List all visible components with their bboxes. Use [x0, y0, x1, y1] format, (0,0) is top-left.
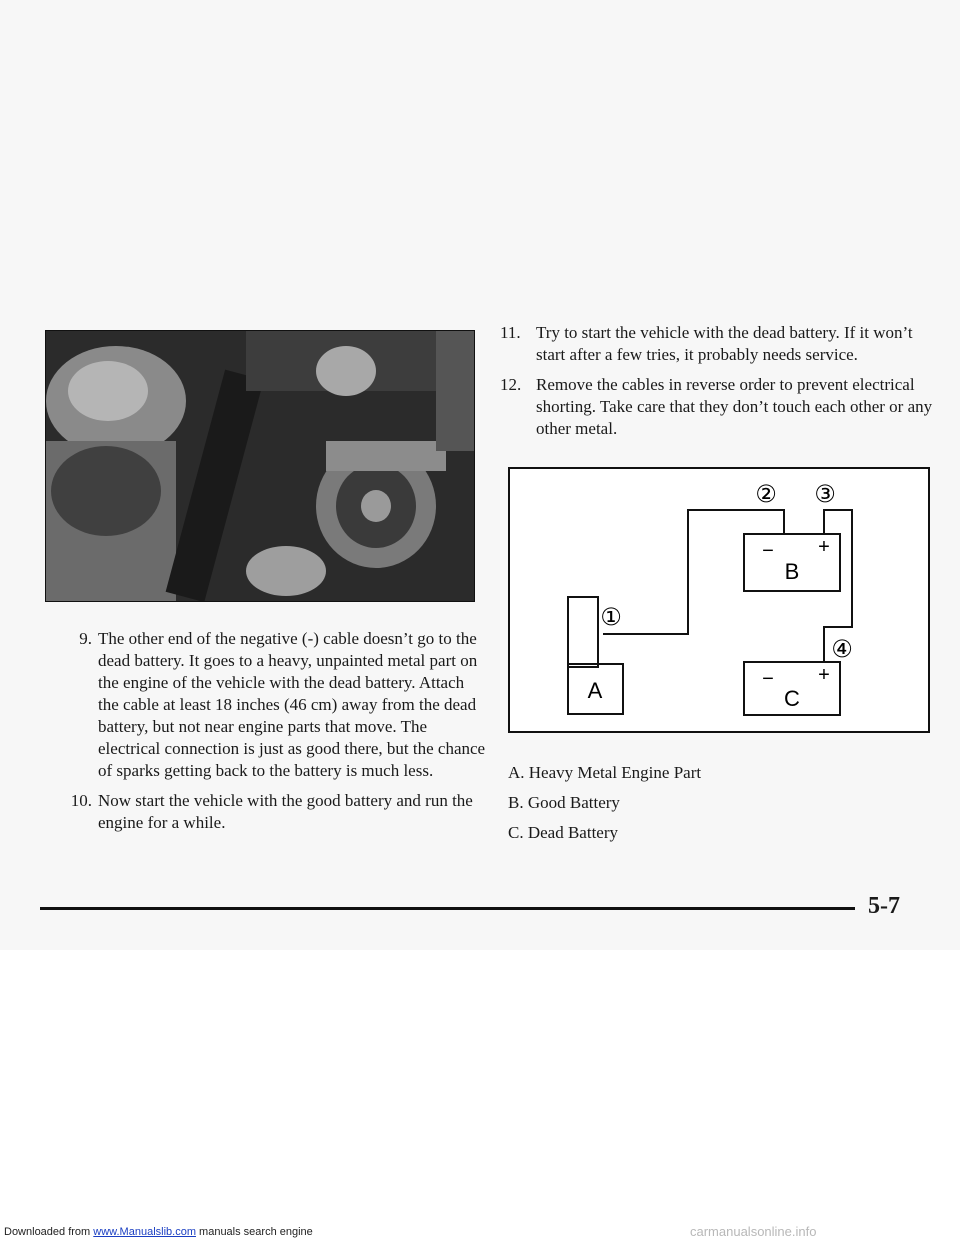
diagram-frame	[509, 468, 929, 732]
watermark: carmanualsonline.info	[690, 1224, 817, 1239]
diagram-legend	[508, 762, 701, 852]
step-11	[500, 322, 940, 366]
download-credit-suffix: manuals search engine	[195, 1226, 313, 1238]
marker-3: ③	[814, 481, 836, 508]
legend-item-b: B. Good Battery	[508, 793, 620, 812]
step-number: 11.	[500, 323, 521, 342]
right-column	[500, 322, 940, 448]
marker-4: ④	[831, 636, 853, 663]
box-a-label: A	[587, 678, 603, 703]
step-number: 10.	[70, 791, 92, 810]
step-number: 12.	[500, 375, 522, 394]
step-12	[500, 374, 940, 440]
battery-b-plus: +	[818, 536, 830, 558]
page-number: 5-7	[868, 893, 900, 919]
battery-c-plus: +	[818, 664, 830, 686]
battery-b-minus: −	[762, 540, 774, 562]
step-text: Try to start the vehicle with the dead battery. If it won’t start after a few tries, it probably needs service.	[536, 323, 913, 364]
battery-c-minus: −	[762, 668, 774, 690]
manualslib-link[interactable]: www.Manualslib.com	[93, 1226, 196, 1238]
step-number: 9.	[79, 629, 92, 648]
footer-rule	[40, 907, 855, 910]
download-credit	[4, 1226, 313, 1238]
legend-item-c: C. Dead Battery	[508, 823, 618, 842]
jump-start-diagram	[508, 467, 930, 733]
marker-1: ①	[600, 604, 622, 631]
step-text: Now start the vehicle with the good battery and run the engine for a while.	[98, 791, 473, 832]
step-text: Remove the cables in reverse order to prevent electrical shorting. Take care that they don’t touch each other or any other metal.	[536, 375, 933, 438]
step-9	[68, 628, 488, 782]
box-b-label: B	[784, 559, 800, 584]
download-credit-prefix: Downloaded from	[4, 1226, 94, 1238]
legend-item-a: A. Heavy Metal Engine Part	[508, 763, 702, 782]
engine-photo	[45, 330, 475, 602]
marker-2: ②	[755, 481, 777, 508]
step-10	[68, 790, 488, 834]
step-text: The other end of the negative (-) cable doesn’t go to the dead battery. It goes to a heavy, unpainted metal part on the engine of the vehicle with the dead battery. Attach the cable at least 18 inches (46 cm) away from the dead battery, but not near engine parts that move. The electrical connection is just as good there, but the chance of sparks getting back to the battery is much less.	[98, 629, 486, 780]
left-column	[68, 628, 488, 842]
box-c-label: C	[784, 686, 800, 711]
